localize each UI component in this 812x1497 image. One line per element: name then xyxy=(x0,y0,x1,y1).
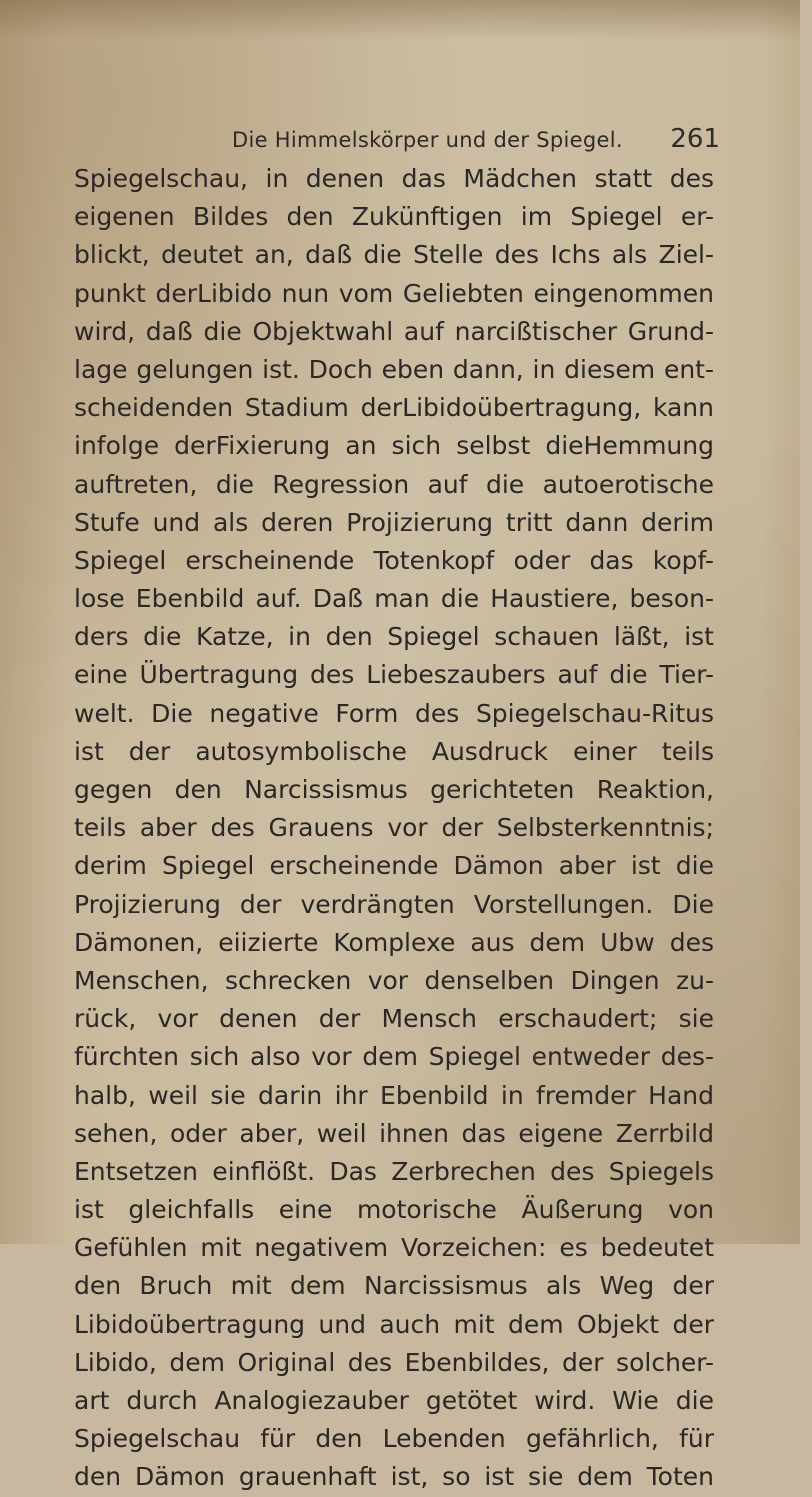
text-line: sehen, oder aber, weil ihnen das eigene Zerrbild xyxy=(74,1118,714,1148)
text-line: blickt, deutet an, daß die Stelle des Ichs als Ziel- xyxy=(74,240,714,270)
body-text xyxy=(74,160,714,1497)
text-line: Spiegel erscheinende Totenkopf oder das kopf- xyxy=(74,545,714,575)
text-line: welt. Die negative Form des Spiegelschau-Ritus xyxy=(74,698,714,728)
text-line: den Dämon grauenhaft ist, so ist sie dem Toten xyxy=(74,1462,714,1492)
text-line: Dämonen, eiizierte Komplexe aus dem Ubw des xyxy=(74,927,714,957)
page-number: 261 xyxy=(670,124,720,154)
text-line: Menschen, schrecken vor denselben Dingen zu- xyxy=(74,965,714,995)
text-line: den Bruch mit dem Narcissismus als Weg der xyxy=(74,1271,714,1301)
text-line: eine Übertragung des Liebeszaubers auf die Tier- xyxy=(74,660,714,690)
text-line: Stufe und als deren Projizierung tritt dann derim xyxy=(74,507,714,537)
text-line: auftreten, die Regression auf die autoerotische xyxy=(74,469,714,499)
text-line: art durch Analogiezauber getötet wird. Wie die xyxy=(74,1386,714,1415)
text-line: Spiegelschau für den Lebenden gefährlich, für xyxy=(74,1424,714,1454)
text-line: lose Ebenbild auf. Daß man die Haustiere, beson- xyxy=(74,584,714,614)
running-head: Die Himmelskörper und der Spiegel. xyxy=(232,128,623,152)
text-line: punkt derLibido nun vom Geliebten eingenommen xyxy=(74,278,714,308)
text-line: Gefühlen mit negativem Vorzeichen: es bedeutet xyxy=(74,1233,714,1263)
text-line: wird, daß die Objektwahl auf narcißtischer Grund- xyxy=(74,316,714,346)
text-line: Entsetzen einflößt. Das Zerbrechen des Spiegels xyxy=(74,1156,714,1186)
text-line: Spiegelschau, in denen das Mädchen statt des xyxy=(74,164,714,193)
text-line: scheidenden Stadium derLibidoübertragung, kann xyxy=(74,393,714,423)
text-line: halb, weil sie darin ihr Ebenbild in fremder Hand xyxy=(74,1080,714,1110)
text-line: gegen den Narcissismus gerichteten Reaktion, xyxy=(74,775,714,804)
text-line: rück, vor denen der Mensch erschaudert; sie xyxy=(74,1004,714,1034)
text-line: lage gelungen ist. Doch eben dann, in diesem ent- xyxy=(74,354,714,384)
text-line: Projizierung der verdrängten Vorstellungen. Die xyxy=(74,889,714,919)
text-line: Libidoübertragung und auch mit dem Objekt der xyxy=(74,1309,714,1339)
text-line: derim Spiegel erscheinende Dämon aber ist die xyxy=(74,851,714,881)
text-line: infolge derFixierung an sich selbst dieHemmung xyxy=(74,431,714,461)
text-line: fürchten sich also vor dem Spiegel entweder des- xyxy=(74,1042,714,1072)
text-line: ders die Katze, in den Spiegel schauen läßt, ist xyxy=(74,622,714,652)
text-line: eigenen Bildes den Zukünftigen im Spiegel er- xyxy=(74,202,714,232)
text-line: ist der autosymbolische Ausdruck einer teils xyxy=(74,736,714,766)
text-line: teils aber des Grauens vor der Selbsterkenntnis; xyxy=(74,813,714,843)
text-line: ist gleichfalls eine motorische Äußerung von xyxy=(74,1195,714,1225)
page-edge-shadow xyxy=(0,0,800,40)
text-line: Libido, dem Original des Ebenbildes, der solcher- xyxy=(74,1347,714,1377)
